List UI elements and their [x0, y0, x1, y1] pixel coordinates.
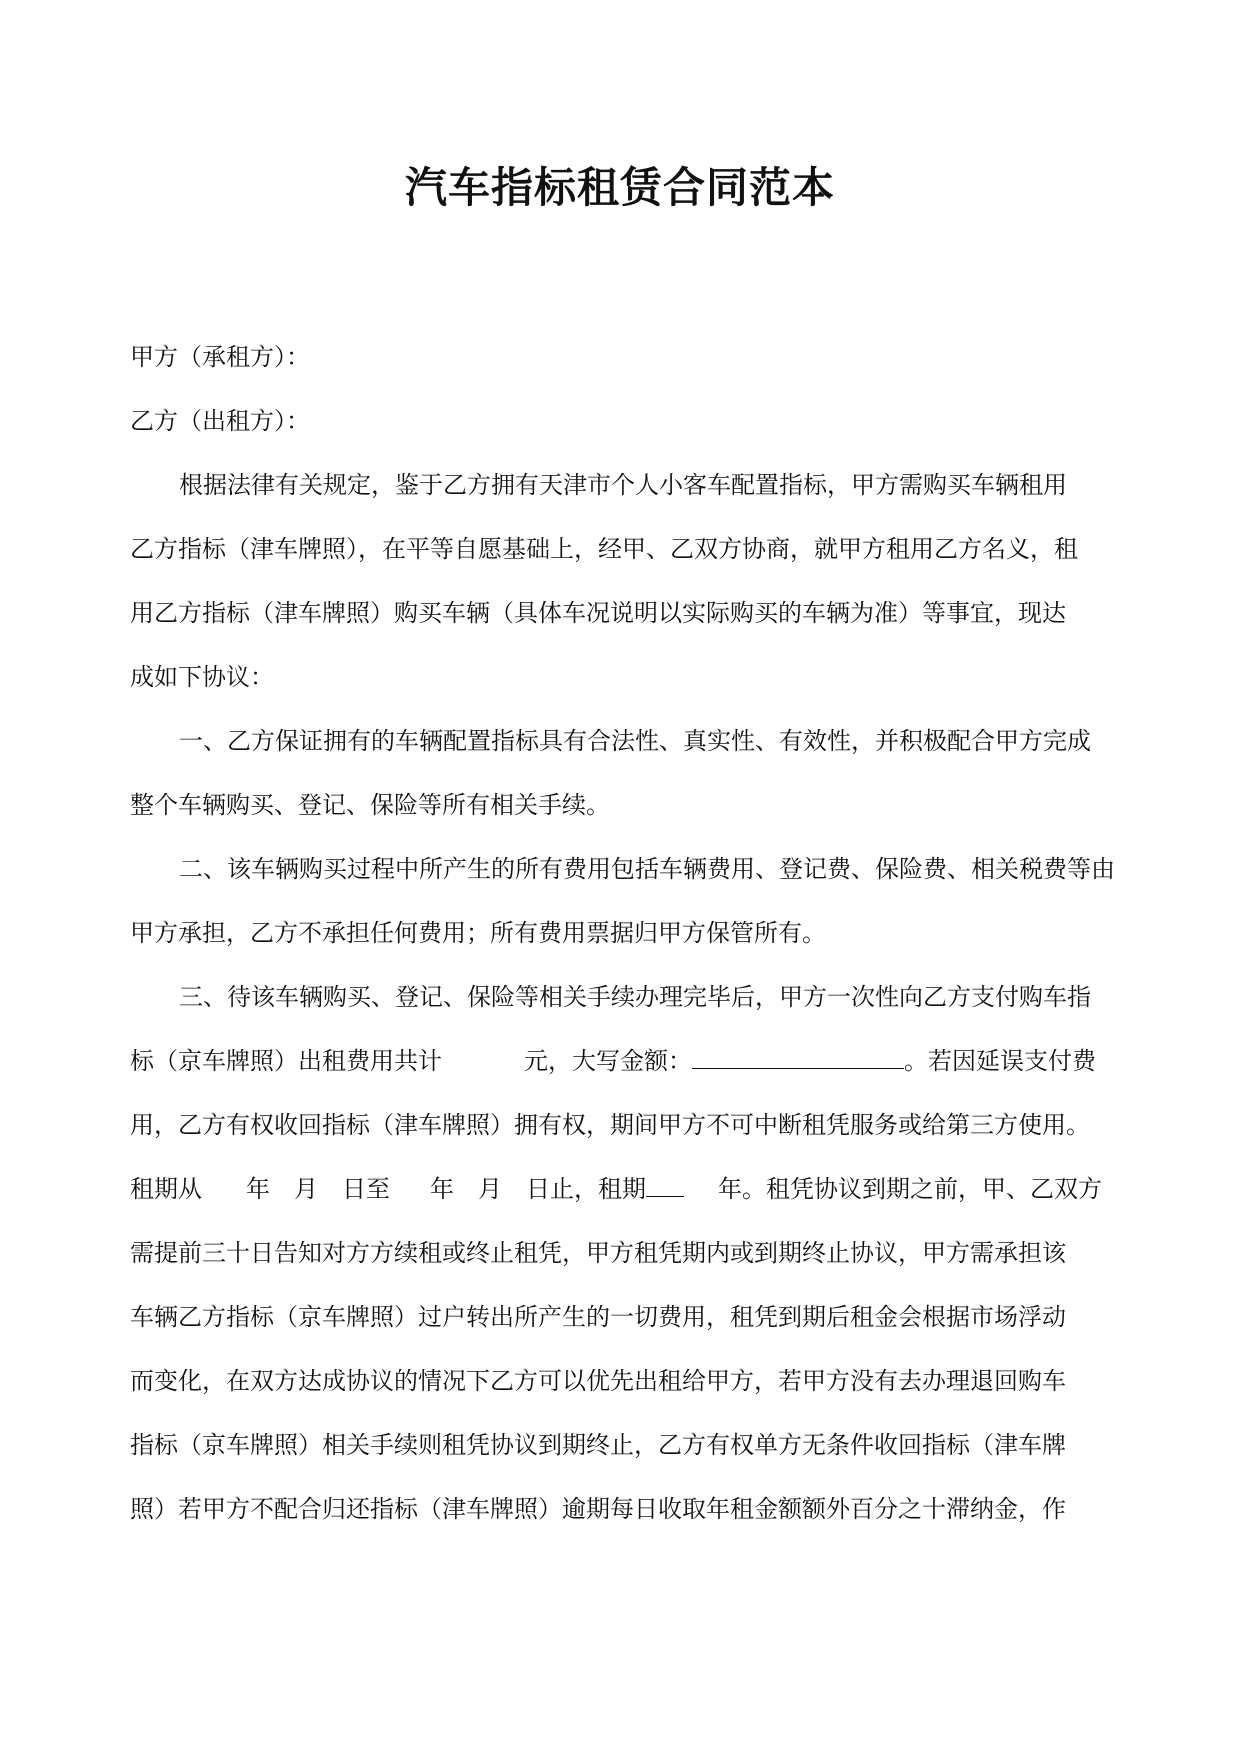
lease-term-blank [646, 1172, 684, 1197]
start-month-label: 月 [294, 1175, 318, 1203]
party-a-line: 甲方（承租方）： [130, 343, 310, 371]
end-month-label: 月 [478, 1175, 502, 1203]
rent-total-label: 标（京车牌照）出租费用共计 [130, 1047, 442, 1075]
document-title: 汽车指标租赁合同范本 [404, 163, 835, 212]
clause-2-line-2: 甲方承担，乙方不承担任何费用；所有费用票据归甲方保管所有。 [130, 919, 826, 947]
clause-3-line-8: 指标（京车牌照）相关手续则租凭协议到期终止，乙方有权单方无条件收回指标（津车牌 [130, 1431, 1066, 1459]
start-year-label: 年 [246, 1175, 270, 1203]
clause-3-line-1: 三、待该车辆购买、登记、保险等相关手续办理完毕后，甲方一次性向乙方支付购车指 [179, 983, 1091, 1011]
lease-end-label: 日止，租期 [526, 1175, 646, 1203]
party-b-line: 乙方（出租方）： [130, 407, 310, 435]
clause-3-line-3: 用，乙方有权收回指标（津车牌照）拥有权，期间甲方不可中断租凭服务或给第三方使用。 [130, 1111, 1090, 1139]
late-payment-text: 。若因延误支付费 [904, 1047, 1096, 1075]
intro-line-4: 成如下协议： [130, 663, 274, 691]
clause-3-line-6: 车辆乙方指标（京车牌照）过户转出所产生的一切费用，租凭到期后租金会根据市场浮动 [130, 1303, 1066, 1331]
amount-in-words-label: 元，大写金额： [524, 1047, 692, 1075]
intro-line-1: 根据法律有关规定，鉴于乙方拥有天津市个人小客车配置指标，甲方需购买车辆租用 [179, 471, 1067, 499]
intro-line-3: 用乙方指标（津车牌照）购买车辆（具体车况说明以实际购买的车辆为准）等事宜，现达 [130, 599, 1066, 627]
intro-line-2: 乙方指标（津车牌照），在平等自愿基础上，经甲、乙双方协商，就甲方租用乙方名义，租 [130, 535, 1078, 563]
clause-1-line-1: 一、乙方保证拥有的车辆配置指标具有合法性、真实性、有效性，并积极配合甲方完成 [179, 727, 1091, 755]
clause-3-line-5: 需提前三十日告知对方方续租或终止租凭，甲方租凭期内或到期终止协议，甲方需承担该 [130, 1239, 1066, 1267]
clause-3-line-4 [130, 1172, 1120, 1206]
lease-term-text: 年。租凭协议到期之前，甲、乙双方 [718, 1175, 1102, 1203]
start-day-label: 日至 [342, 1175, 390, 1203]
clause-3-line-9: 照）若甲方不配合归还指标（津车牌照）逾期每日收取年租金额额外百分之十滞纳金，作 [130, 1495, 1066, 1523]
clause-3-line-2 [130, 1044, 1120, 1078]
end-year-label: 年 [430, 1175, 454, 1203]
lease-from-label: 租期从 [130, 1175, 202, 1203]
clause-3-line-7: 而变化，在双方达成协议的情况下乙方可以优先出租给甲方，若甲方没有去办理退回购车 [130, 1367, 1066, 1395]
amount-in-words-blank [692, 1044, 904, 1069]
clause-2-line-1: 二、该车辆购买过程中所产生的所有费用包括车辆费用、登记费、保险费、相关税费等由 [179, 855, 1115, 883]
clause-1-line-2: 整个车辆购买、登记、保险等所有相关手续。 [130, 791, 610, 819]
